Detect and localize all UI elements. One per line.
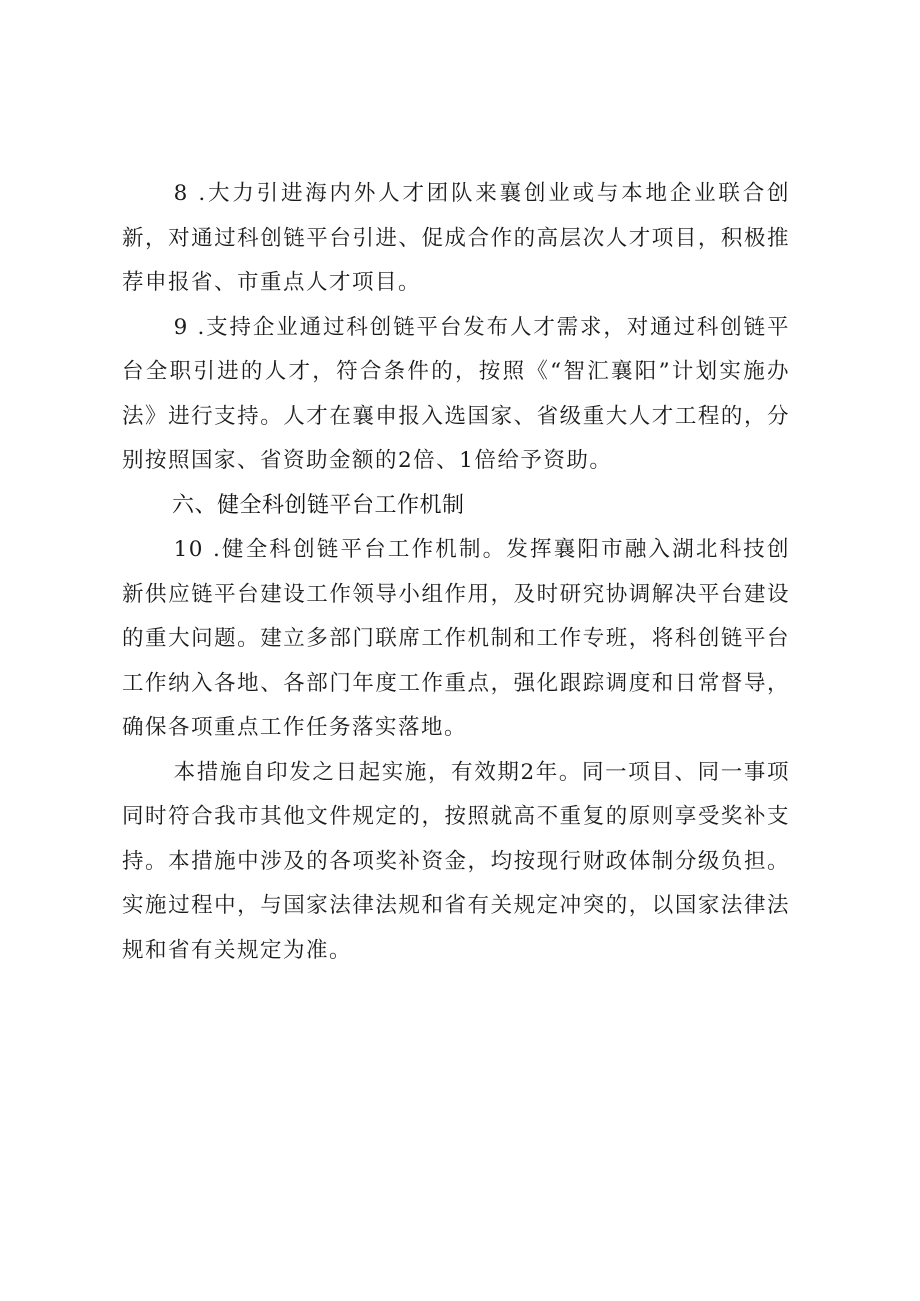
paragraph-closing: 本措施自印发之日起实施，有效期2年。同一项目、同一事项同时符合我市其他文件规定的，按照就高不重复的原则享受奖补支持。本措施中涉及的各项奖补资金，均按现行财政体制分级负担。实施过程中，与国家法律法规和省有关规定冲突的，以国家法律法规和省有关规定为准。	[122, 759, 790, 963]
document-body	[122, 172, 790, 973]
paragraph-item-10: 10 .健全科创链平台工作机制。发挥襄阳市融入湖北科技创新供应链平台建设工作领导小组作用，及时研究协调解决平台建设的重大问题。建立多部门联席工作机制和工作专班，将科创链平台工作纳入各地、各部门年度工作重点，强化跟踪调度和日常督导，确保各项重点工作任务落实落地。	[122, 537, 790, 740]
paragraph-item-8: 8 .大力引进海内外人才团队来襄创业或与本地企业联合创新，对通过科创链平台引进、促成合作的高层次人才项目，积极推荐申报省、市重点人才项目。	[122, 181, 790, 295]
paragraph-item-9: 9 .支持企业通过科创链平台发布人才需求，对通过科创链平台全职引进的人才，符合条件的，按照《“智汇襄阳”计划实施办法》进行支持。人才在襄申报入选国家、省级重大人才工程的，分别按照国家、省资助金额的2倍、1倍给予资助。	[122, 314, 790, 473]
section-heading: 六、健全科创链平台工作机制	[172, 492, 465, 518]
